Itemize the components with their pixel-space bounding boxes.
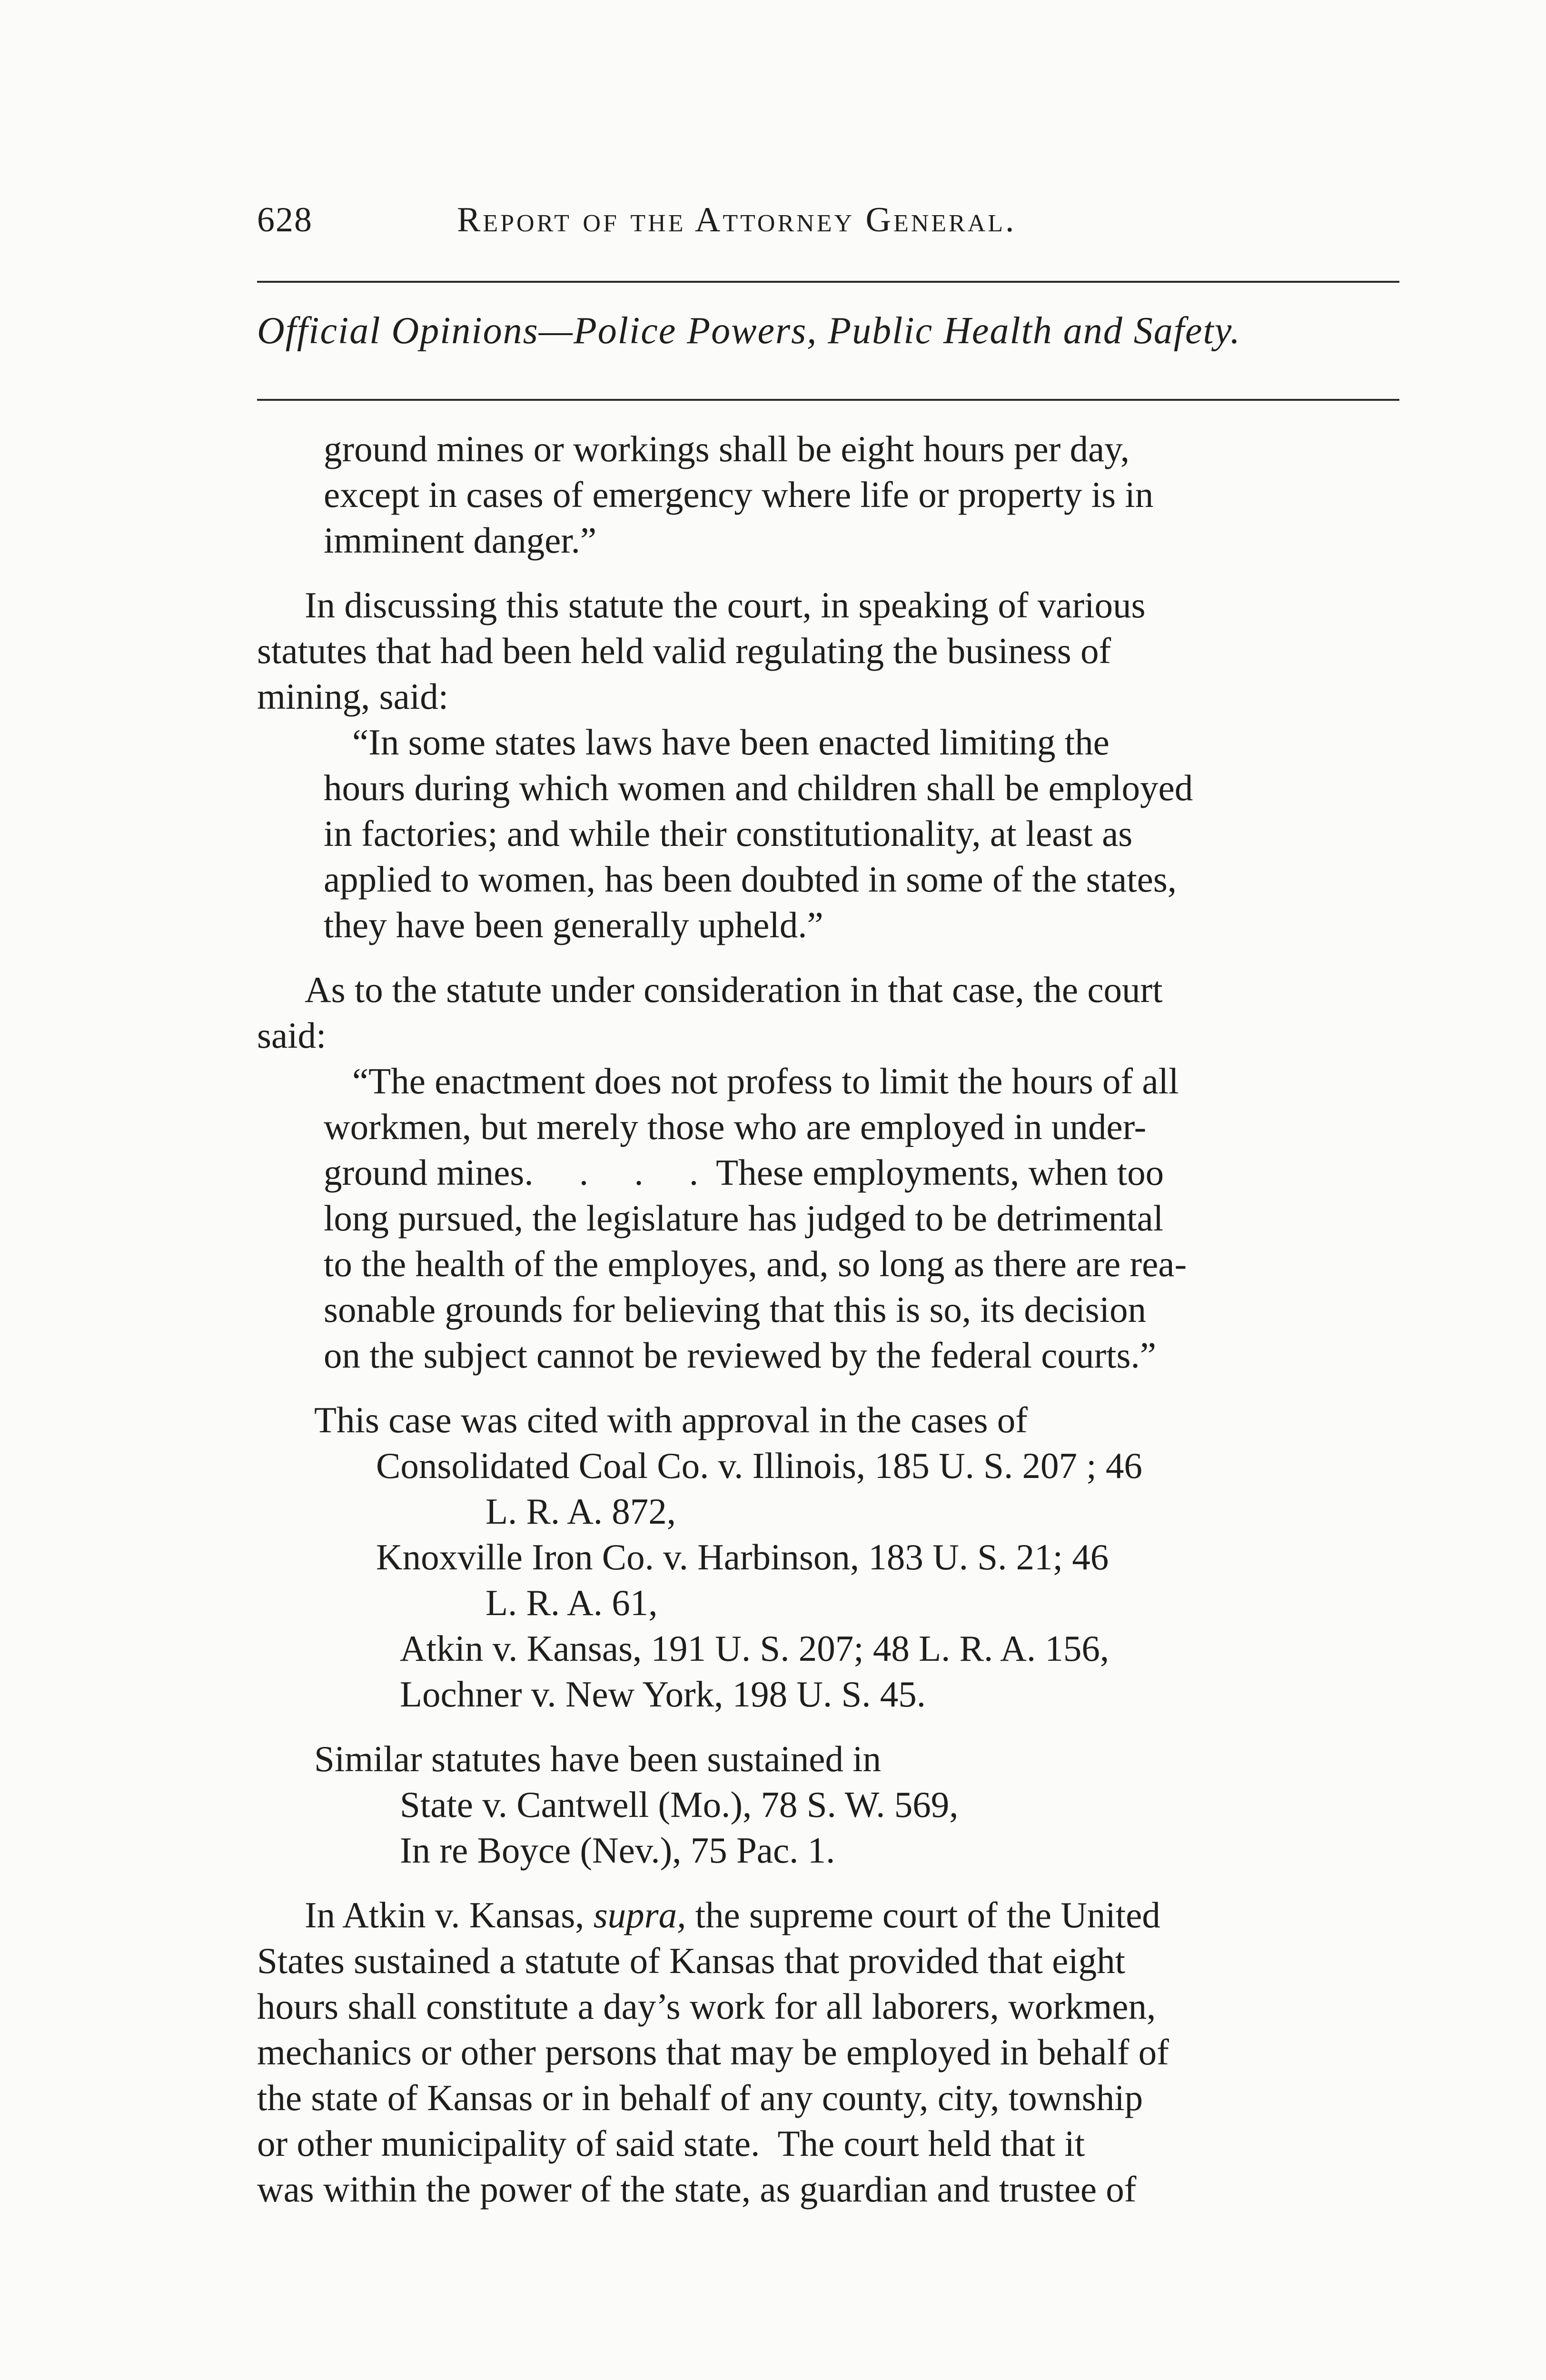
text-line: long pursued, the legislature has judged to be detrimental xyxy=(324,1198,1164,1239)
case-citation: State v. Cantwell (Mo.), 78 S. W. 569, xyxy=(400,1784,959,1825)
case-citation: Lochner v. New York, 198 U. S. 45. xyxy=(400,1674,926,1715)
text-line: in factories; and while their constitutionality, at least as xyxy=(324,813,1133,854)
text-line: As to the statute under consideration in that case, the court xyxy=(305,969,1163,1010)
case-citation-cont: L. R. A. 872, xyxy=(486,1491,676,1532)
text-line: In discussing this statute the court, in speaking of various xyxy=(305,585,1146,625)
paragraph-3 xyxy=(257,1892,1409,2212)
text-line: mining, said: xyxy=(257,676,449,717)
case-citation: Consolidated Coal Co. v. Illinois, 185 U. S. 207 ; 46 xyxy=(376,1445,1142,1486)
section-title: Official Opinions—Police Powers, Public Health and Safety. xyxy=(257,310,1241,352)
italic-supra: supra, xyxy=(593,1894,686,1935)
text-line: said: xyxy=(257,1015,327,1056)
case-citations xyxy=(257,1397,1409,1717)
text-line: imminent danger.” xyxy=(324,520,597,561)
page-number: 628 xyxy=(257,200,313,239)
text-line: Similar statutes have been sustained in xyxy=(314,1738,882,1779)
text-line: applied to women, has been doubted in some of the states, xyxy=(324,859,1177,900)
text-line: This case was cited with approval in the cases of xyxy=(314,1399,1028,1440)
text-line: was within the power of the state, as guardian and trustee of xyxy=(257,2169,1137,2210)
case-citation: Atkin v. Kansas, 191 U. S. 207; 48 L. R. A. 156, xyxy=(400,1628,1110,1669)
text-line: statutes that had been held valid regulating the business of xyxy=(257,630,1111,671)
similar-statutes xyxy=(257,1736,1409,1873)
running-title: Report of the Attorney General. xyxy=(457,200,1017,239)
case-citation: In re Boyce (Nev.), 75 Pac. 1. xyxy=(400,1830,835,1871)
text-line: hours shall constitute a day’s work for all laborers, workmen, xyxy=(257,1986,1156,2027)
text-run: the supreme court of the United xyxy=(686,1894,1160,1935)
text-line: mechanics or other persons that may be employed in behalf of xyxy=(257,2032,1169,2073)
paragraph-1 xyxy=(257,582,1409,719)
text-line: workmen, but merely those who are employed in under- xyxy=(324,1106,1147,1147)
quote-block-2 xyxy=(257,719,1409,948)
quote-block-1 xyxy=(257,426,1409,563)
text-line: the state of Kansas or in behalf of any county, city, township xyxy=(257,2077,1143,2118)
text-line xyxy=(257,1892,1409,1938)
body-text xyxy=(257,426,1409,2212)
text-line: hours during which women and children shall be employed xyxy=(324,767,1193,808)
text-line: “In some states laws have been enacted limiting the xyxy=(352,722,1110,763)
text-run: In Atkin v. Kansas, xyxy=(305,1894,594,1935)
text-line: ground mines or workings shall be eight hours per day, xyxy=(324,428,1130,469)
page-header xyxy=(257,200,1399,243)
text-line: States sustained a statute of Kansas that provided that eight xyxy=(257,1940,1126,1981)
text-line: to the health of the employes, and, so long as there are rea- xyxy=(324,1243,1187,1284)
text-line: or other municipality of said state. The court held that it xyxy=(257,2123,1085,2164)
header-rule-bottom xyxy=(257,399,1399,401)
text-line: sonable grounds for believing that this is so, its decision xyxy=(324,1289,1147,1330)
header-rule-top xyxy=(257,281,1399,283)
case-citation-cont: L. R. A. 61, xyxy=(486,1582,658,1623)
quote-block-3 xyxy=(257,1058,1409,1378)
text-line: except in cases of emergency where life or property is in xyxy=(324,474,1154,515)
text-line: on the subject cannot be reviewed by the federal courts.” xyxy=(324,1335,1156,1376)
text-line: ground mines. . . . These employments, when too xyxy=(324,1152,1164,1193)
paragraph-2 xyxy=(257,967,1409,1058)
case-citation: Knoxville Iron Co. v. Harbinson, 183 U. S. 21; 46 xyxy=(376,1537,1109,1577)
text-line: “The enactment does not profess to limit the hours of all xyxy=(352,1061,1179,1101)
text-line: they have been generally upheld.” xyxy=(324,904,823,945)
